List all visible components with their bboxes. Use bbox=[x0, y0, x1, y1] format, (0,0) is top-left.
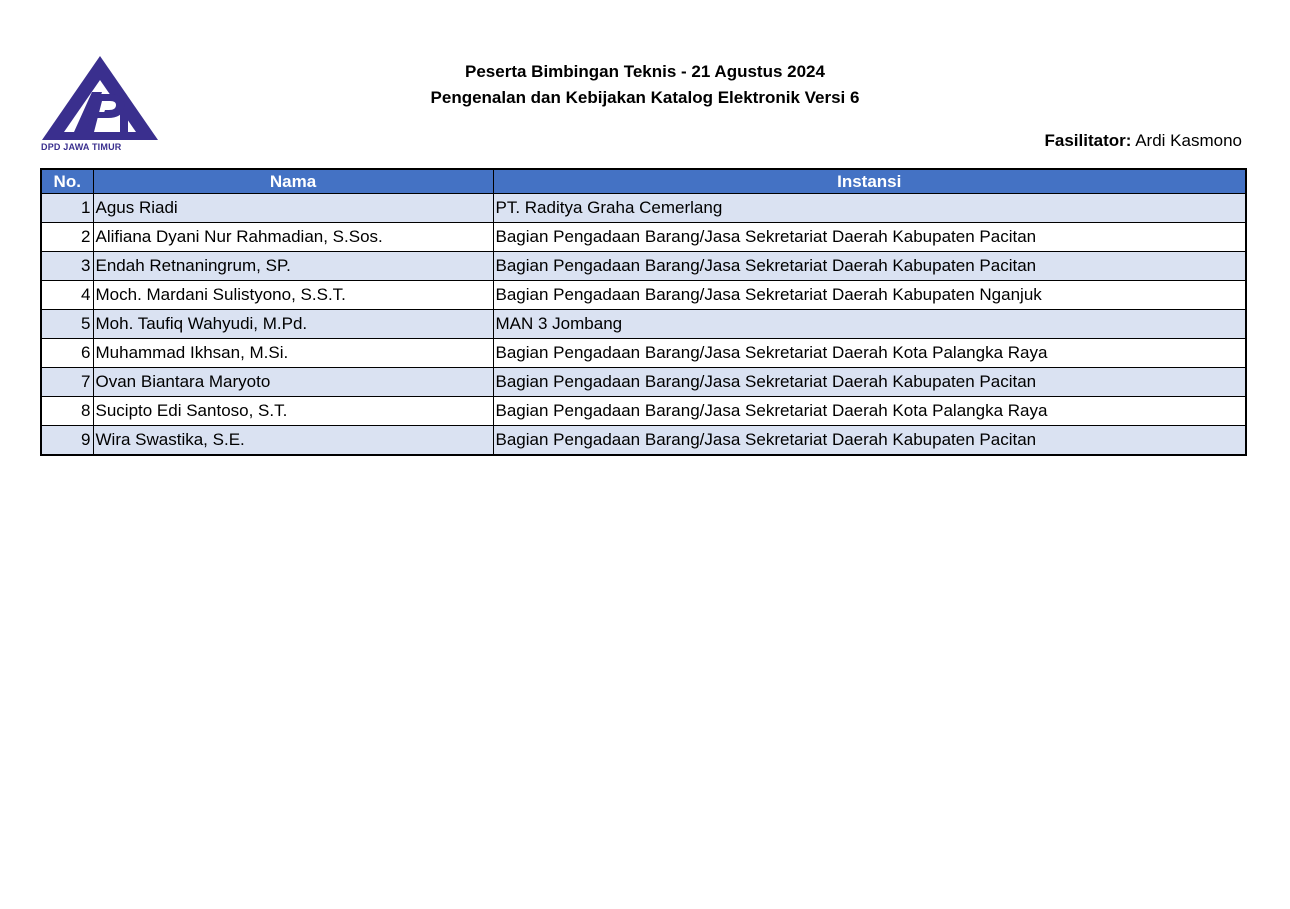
participant-table bbox=[40, 168, 1247, 456]
cell-nama: Alifiana Dyani Nur Rahmadian, S.Sos. bbox=[93, 223, 493, 252]
cell-no: 8 bbox=[41, 397, 93, 426]
table-row bbox=[41, 426, 1246, 456]
cell-nama: Moch. Mardani Sulistyono, S.S.T. bbox=[93, 281, 493, 310]
cell-nama: Endah Retnaningrum, SP. bbox=[93, 252, 493, 281]
table-row bbox=[41, 368, 1246, 397]
table-row bbox=[41, 281, 1246, 310]
cell-instansi: Bagian Pengadaan Barang/Jasa Sekretariat Daerah Kota Palangka Raya bbox=[493, 339, 1246, 368]
organization-logo bbox=[40, 54, 160, 156]
logo-caption: DPD JAWA TIMUR bbox=[41, 142, 122, 152]
table-row bbox=[41, 397, 1246, 426]
cell-instansi: MAN 3 Jombang bbox=[493, 310, 1246, 339]
cell-instansi: Bagian Pengadaan Barang/Jasa Sekretariat Daerah Kabupaten Pacitan bbox=[493, 368, 1246, 397]
cell-nama: Agus Riadi bbox=[93, 194, 493, 223]
column-header-instansi: Instansi bbox=[493, 169, 1246, 194]
table-row bbox=[41, 252, 1246, 281]
cell-instansi: Bagian Pengadaan Barang/Jasa Sekretariat Daerah Kabupaten Nganjuk bbox=[493, 281, 1246, 310]
cell-no: 5 bbox=[41, 310, 93, 339]
cell-no: 4 bbox=[41, 281, 93, 310]
cell-no: 2 bbox=[41, 223, 93, 252]
cell-no: 1 bbox=[41, 194, 93, 223]
table-row bbox=[41, 194, 1246, 223]
cell-nama: Wira Swastika, S.E. bbox=[93, 426, 493, 456]
cell-nama: Moh. Taufiq Wahyudi, M.Pd. bbox=[93, 310, 493, 339]
title-line-2: Pengenalan dan Kebijakan Katalog Elektronik Versi 6 bbox=[430, 88, 860, 107]
facilitator-info bbox=[1045, 131, 1242, 151]
facilitator-label: Fasilitator: bbox=[1044, 131, 1132, 150]
cell-no: 6 bbox=[41, 339, 93, 368]
table-header-row bbox=[41, 169, 1246, 194]
facilitator-name: Ardi Kasmono bbox=[1135, 131, 1242, 150]
cell-instansi: Bagian Pengadaan Barang/Jasa Sekretariat Daerah Kabupaten Pacitan bbox=[493, 252, 1246, 281]
cell-instansi: Bagian Pengadaan Barang/Jasa Sekretariat Daerah Kabupaten Pacitan bbox=[493, 223, 1246, 252]
cell-nama: Muhammad Ikhsan, M.Si. bbox=[93, 339, 493, 368]
table-row bbox=[41, 223, 1246, 252]
title-line-1: Peserta Bimbingan Teknis - 21 Agustus 2024 bbox=[465, 62, 825, 81]
cell-nama: Ovan Biantara Maryoto bbox=[93, 368, 493, 397]
document-title bbox=[345, 59, 945, 111]
cell-no: 7 bbox=[41, 368, 93, 397]
column-header-nama: Nama bbox=[93, 169, 493, 194]
cell-nama: Sucipto Edi Santoso, S.T. bbox=[93, 397, 493, 426]
logo-emblem-icon bbox=[40, 54, 160, 144]
cell-no: 9 bbox=[41, 426, 93, 456]
cell-instansi: Bagian Pengadaan Barang/Jasa Sekretariat Daerah Kabupaten Pacitan bbox=[493, 426, 1246, 456]
table-row bbox=[41, 339, 1246, 368]
cell-instansi: Bagian Pengadaan Barang/Jasa Sekretariat Daerah Kota Palangka Raya bbox=[493, 397, 1246, 426]
cell-no: 3 bbox=[41, 252, 93, 281]
table-row bbox=[41, 310, 1246, 339]
cell-instansi: PT. Raditya Graha Cemerlang bbox=[493, 194, 1246, 223]
column-header-no: No. bbox=[41, 169, 93, 194]
